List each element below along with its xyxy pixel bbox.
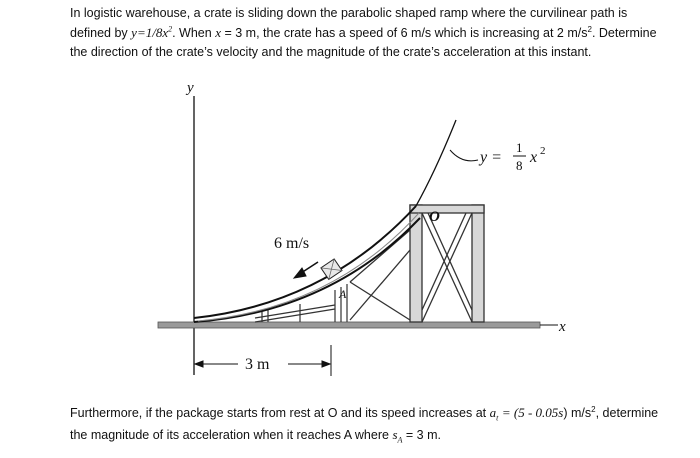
problem-text-4: . Determine the direction of the crate’s velocity and the magnitude of the crate’s acceleration at this instant. xyxy=(70,26,657,59)
curve-label-leader xyxy=(450,150,478,161)
truss-tower xyxy=(350,205,484,322)
path-equation: $y=1/8x^2$ xyxy=(131,24,173,40)
tangential-accel-var: $a_t$ xyxy=(489,405,499,423)
ground xyxy=(158,322,540,328)
tangential-accel-unit: ) $m/s^2$ xyxy=(563,404,596,420)
x-variable: x xyxy=(215,25,221,40)
tangential-accel-expr: = (5 - 0.05s xyxy=(501,405,564,420)
point-o-label: O xyxy=(429,209,440,225)
speed-label: 6 m/s xyxy=(274,235,310,252)
arc-length-var: $s_A$ xyxy=(392,427,403,445)
ramp-upper-edge xyxy=(194,206,416,318)
followup-text-2: , determine the magnitude of its acceleration when it reaches A where xyxy=(70,406,659,442)
point-a-label: A xyxy=(339,287,347,301)
crate xyxy=(321,259,342,280)
followup-text-1: Furthermore, if the package starts from rest at O and its speed increases at xyxy=(70,406,487,420)
curve-label-variable: x xyxy=(530,149,538,166)
problem-text-2: . When xyxy=(172,26,212,40)
distance-arrow-right xyxy=(322,361,330,367)
velocity-arrowhead xyxy=(294,268,306,278)
curve-label-exponent: 2 xyxy=(540,145,546,157)
curve-label-lhs: y = xyxy=(480,149,502,166)
problem-text-3: = 3 m, the crate has a speed of 6 m/s which is increasing at 2 m/s xyxy=(224,26,588,40)
y-axis-label: y xyxy=(187,80,194,96)
parabola-continuation xyxy=(416,120,456,206)
followup-statement xyxy=(70,402,670,446)
accel-exponent: 2 xyxy=(587,24,592,34)
arc-length-value: = 3 m. xyxy=(405,428,441,442)
x-axis-label: x xyxy=(559,319,566,335)
curve-label-numerator: 1 xyxy=(516,140,523,155)
distance-arrow-left xyxy=(195,361,203,367)
problem-text-1: In logistic warehouse, a crate is sliding down the parabolic shaped ramp where the curvilinear path is defined by xyxy=(70,6,628,40)
curve-label-denominator: 8 xyxy=(516,158,523,173)
distance-label: 3 m xyxy=(245,356,270,373)
